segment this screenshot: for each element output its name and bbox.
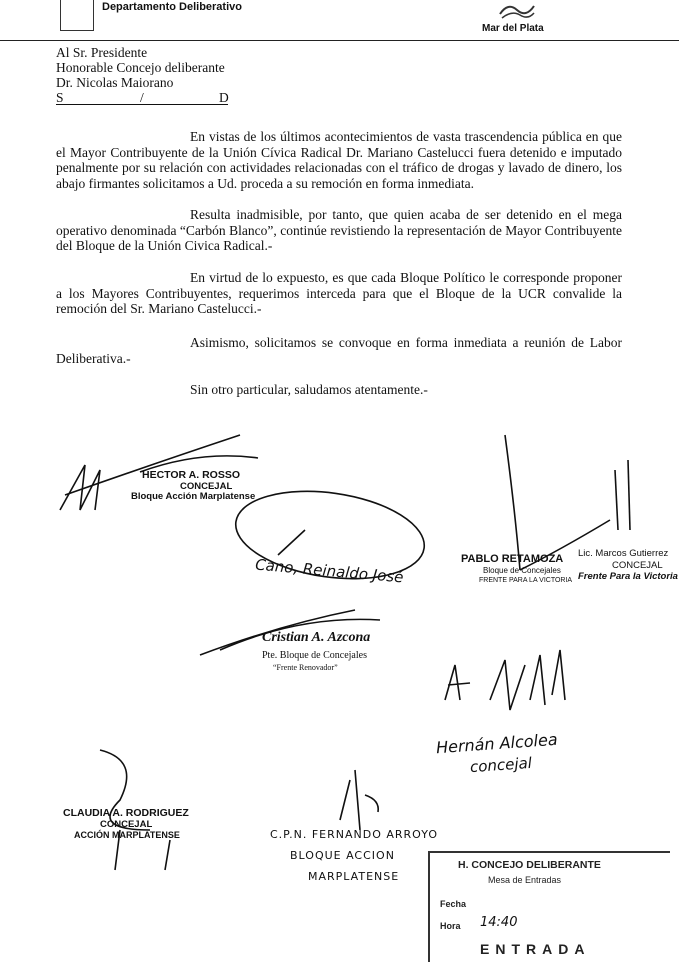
closing-line: Sin otro particular, saludamos atentamente.-: [190, 382, 428, 397]
rodriguez-bloc: ACCIÓN MARPLATENSE: [74, 830, 180, 840]
paragraph-4: Asimismo, solicitamos se convoque en forma inmediata a reunión de Labor Deliberativa.-: [56, 335, 622, 366]
arroyo-line-2: BLOQUE ACCION: [290, 849, 395, 862]
arroyo-line-3: MARPLATENSE: [308, 870, 400, 883]
retamoza-sub: FRENTE PARA LA VICTORIA: [479, 577, 573, 584]
gutierrez-role: CONCEJAL: [612, 560, 663, 571]
rodriguez-name: CLAUDIA A. RODRIGUEZ: [63, 807, 189, 819]
city-logo-icon: [498, 0, 536, 20]
arroyo-line-1: C.P.N. FERNANDO ARROYO: [270, 828, 438, 841]
header-left: [0, 0, 240, 32]
rosso-name: HECTOR A. ROSSO: [142, 469, 241, 481]
city-name: Mar del Plata: [482, 23, 544, 34]
paragraph-1: En vistas de los últimos acontecimientos de vasta trascendencia pública en que el Mayor Contribuyente de la Unión Cívica Radical Dr. Mariano Castelucci fuera detenido e imputado penalmente por su relación con actividades relacionadas con el tráfico de drogas y lavado de dinero, los abajo firmantes solicitamos a Ud. proceda a su remoción en forma inmediata.: [56, 129, 622, 191]
rosso-role: CONCEJAL: [180, 481, 233, 492]
receipt-stamp: [428, 851, 670, 962]
retamoza-name: PABLO RETAMOZA: [461, 553, 564, 565]
cano-signature-text: Cano, Reinaldo José: [254, 555, 405, 587]
address-s: S: [56, 90, 64, 105]
azcona-role: Pte. Bloque de Concejales: [262, 650, 367, 661]
seal-logo: [60, 0, 94, 31]
azcona-name: Cristian A. Azcona: [262, 630, 371, 645]
receipt-title: H. CONCEJO DELIBERANTE: [458, 859, 601, 871]
rosso-bloc: Bloque Acción Marplatense: [131, 491, 256, 502]
paragraph-3: En virtud de lo expuesto, es que cada Bloque Político le corresponde proponer a los Mayores Contribuyentes, requerimos interceda para que el Bloque de la UCR convalide la remoción del Sr. Mariano Castelucci.-: [56, 270, 622, 316]
alcolea-role-text: concejal: [469, 753, 533, 777]
rodriguez-role: CONCEJAL: [100, 819, 153, 830]
address-underline: [56, 104, 228, 105]
address-slash: /: [140, 90, 144, 105]
receipt-hora-value: 14:40: [480, 915, 518, 930]
address-line-2: Honorable Concejo deliberante: [56, 60, 225, 75]
receipt-entrada: ENTRADA: [480, 941, 591, 957]
address-line-3: Dr. Nicolas Maiorano: [56, 75, 174, 90]
alcolea-signature-text: Hernán Alcolea: [435, 729, 559, 758]
gutierrez-bloc: Frente Para la Victoria: [578, 571, 678, 582]
receipt-fecha-label: Fecha: [440, 899, 467, 909]
receipt-hora-label: Hora: [440, 921, 461, 931]
address-line-1: Al Sr. Presidente: [56, 45, 148, 60]
address-d: D: [219, 90, 229, 105]
header-divider: [0, 40, 679, 41]
department-name: Departamento Deliberativo: [102, 1, 242, 13]
retamoza-bloc: Bloque de Concejales: [483, 566, 561, 575]
paragraph-2: Resulta inadmisible, por tanto, que quien acaba de ser detenido en el mega operativo denominada “Carbón Blanco”, continúe revistiendo la representación de Mayor Contribuyente del Bloque de la Unión Civica Radical.-: [56, 207, 622, 253]
azcona-bloc: “Frente Renovador”: [273, 663, 338, 672]
gutierrez-name: Lic. Marcos Gutierrez: [578, 548, 669, 559]
receipt-subtitle: Mesa de Entradas: [488, 875, 562, 885]
